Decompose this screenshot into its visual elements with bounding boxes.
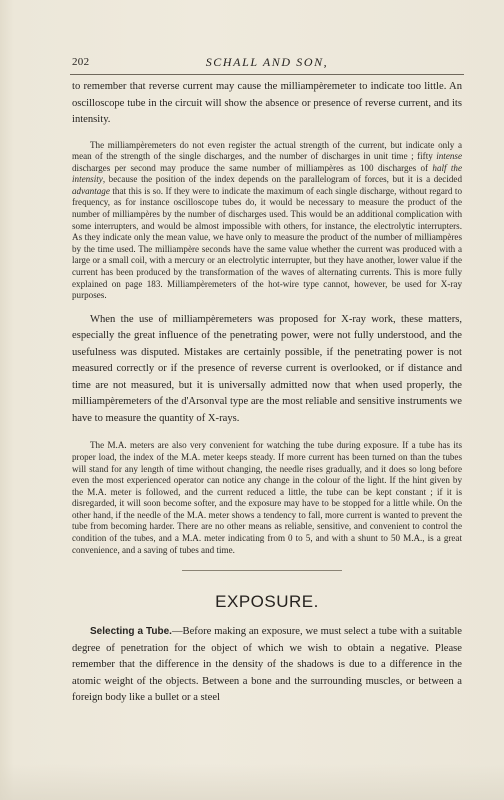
running-head: SCHALL AND SON, (205, 55, 329, 69)
emphasis-half-intensity: half the intensity (72, 162, 462, 185)
emphasis-intense: intense (436, 151, 462, 162)
emphasis-advantage: advantage (72, 185, 110, 196)
lead-label: Selecting a Tube. (90, 626, 172, 638)
paragraph-continuation: to remember that reverse current may cause the milliampèremeter to indicate too little. An oscilloscope tube in the circuit will show the absence or presence of reverse current, and its intensity. (72, 81, 462, 125)
paragraph-ma-meters: The M.A. meters are also very convenient for watching the tube during exposure. If a tube has its proper load, the index of the M.A. meter keeps steady. If more current has been turned on than the tubes will stand for any length of time without changing, the needle rises gradually, and it does so long before even the most experienced operator can notice any change in the colour of the light. If the hint given by the M.A. meter is followed, and the current reduced a little, the tube can be kept constant ; if it is disregarded, it will soon become softer, and the exposure may have to be stopped for a little while. On the other hand, if the needle of the M.A. meter shows a tendency to fall, more current is wanted to prevent the tube from becoming harder. There are no other means as reliable, sensitive, and convenient to control the condition of the tubes, and a M.A. meter indicating from 0 to 5, and with a shunt to 50 M.A., is a great convenience, and a saving of tubes and time. (72, 440, 462, 555)
section-divider (182, 570, 342, 571)
paragraph-xray-work: When the use of milliampèremeters was proposed for X-ray work, these matters, especially the great influence of the penetrating power, were not fully understood, and the usefulness was disputed. Mistakes are certainly possible, if the penetrating power is not measured correctly or if the presence of reverse current is overlooked, or if distance and time are not measured, but it is universally admitted now that when used properly, the milliampèremeters of the d'Arsonval type are the most reliable and sensitive instruments we have to measure the quantity of X-rays. (72, 313, 462, 424)
page-number: 202 (72, 56, 90, 68)
page-header (72, 52, 462, 72)
header-rule (70, 74, 464, 75)
section-title: EXPOSURE. (215, 592, 319, 612)
page-body (72, 79, 462, 707)
paragraph-milliamperemeters: The milliampèremeters do not even register the actual strength of the current, but indicate only a mean of the strength of the single discharges, and the number of discharges in unit time ; fifty intense discharges per second may produce the same number of milliampères as 100 discharges of half the intensity, because the position of the index depends on the parallelogram of forces, but it is a decided advantage that this is so. If they were to indicate the maximum of each single discharge, without regard to frequency, as for instance oscilloscope tubes do, it would be necessary to measure the product of the number of milliampères by the number of discharges used. This would be an additional complication with some interrupters, and would be almost impossible with others, for instance, the electrolytic interrupters. As they indicate only the mean value, we have only to measure the product of the number of milliampères by the time used. The milliampère seconds have the same value whether the current was produced with a large or a small coil, with a mercury or an electrolytic interrupter, but they have another, lower value if the current has been produced by the transformation of the waves of alternating currents. This is more fully explained on page 183. Milliampèremeters of the hot-wire type cannot, however, be used for X-ray purposes. (72, 139, 462, 301)
paragraph-selecting-tube: Selecting a Tube.—Before making an exposure, we must select a tube with a suitable degree of penetration for the object of which we wish to obtain a negative. Please remember that the difference in the density of the shadows is due to a difference in the atomic weight of the objects. Between a bone and the surrounding muscles, or between a foreign body like a bullet or a steel (72, 626, 463, 704)
page-shadow (0, 764, 504, 800)
